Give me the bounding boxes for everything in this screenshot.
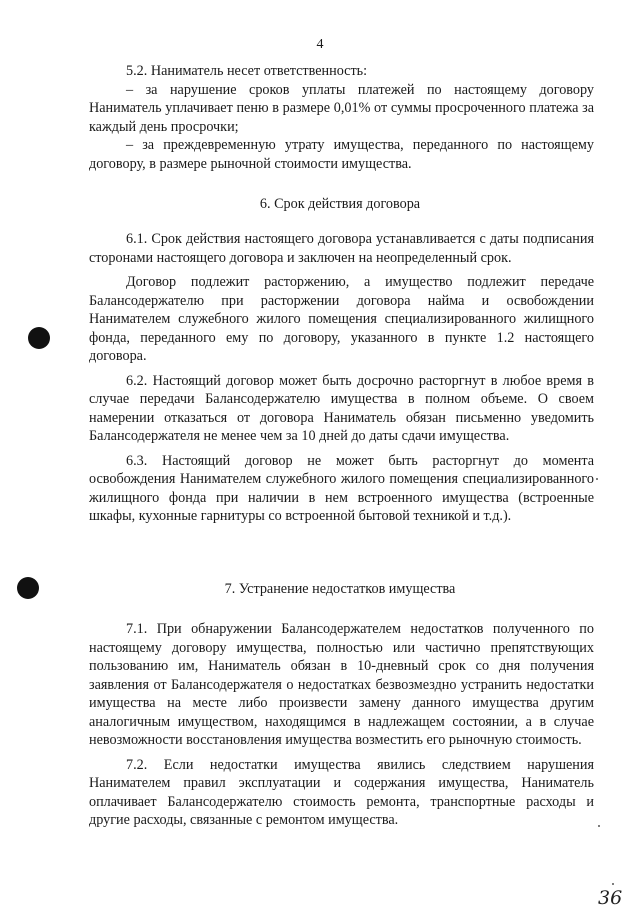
paragraph: 6.1. Срок действия настоящего договора устанавливается с даты подписания сторонами настоящего договора и заключен на неопределенный срок. xyxy=(89,231,594,266)
scan-speck xyxy=(596,478,598,480)
scan-speck xyxy=(598,825,600,827)
punch-hole xyxy=(17,577,39,599)
paragraph: 6.2. Настоящий договор может быть досрочно расторгнут в любое время в случае передачи Балансодержателю имущества в полном объеме. О своем намерении отказаться от договора Наниматель обязан письменно уведомить Балансодержателя не менее чем за 10 дней до даты сдачи имущества. xyxy=(89,372,594,444)
punch-hole xyxy=(28,327,50,349)
paragraph: – за нарушение сроков уплаты платежей по настоящему договору Наниматель уплачивает пеню в размере 0,01% от суммы просроченного платежа за каждый день просрочки; xyxy=(89,81,594,135)
paragraph: Договор подлежит расторжению, а имущество подлежит передаче Балансодержателю при расторжении договора найма и освобождении Нанимателем служебного жилого помещения специализированного жилищного фонда, переданного ему по договору, указанного в пункте 1.2 настоящего договора. xyxy=(89,274,594,364)
paragraph: 7.2. Если недостатки имущества явились следствием нарушения Нанимателем правил эксплуатации и содержания имущества, Наниматель оплачивает Балансодержателю стоимость ремонта, транспортные расходы и другие расходы, связанные с ремонтом имущества. xyxy=(89,756,594,828)
paragraph: 7.1. При обнаружении Балансодержателем недостатков полученного по настоящему договору имущества, полностью или частично препятствующих пользованию им, Наниматель обязан в 10-дневный срок со дня получения заявления от Балансодержателя о недостатках безвозмездно устранить недостатки имущества на месте либо произвести замену данного имущества другим аналогичным имуществом, находящимся в надлежащем состоянии, а в случае невозможности восстановления имущества возместить его рыночную стоимость. xyxy=(89,621,594,748)
paragraph: 5.2. Наниматель несет ответственность: xyxy=(126,63,368,79)
section-6-body xyxy=(89,230,594,526)
page-number: 4 xyxy=(316,37,324,52)
section-7-body xyxy=(89,620,594,830)
scan-speck xyxy=(612,883,614,885)
paragraph: – за преждевременную утрату имущества, переданного по настоящему договору, в размере рыночной стоимости имущества. xyxy=(89,137,594,172)
section-6-heading: 6. Срок действия договора xyxy=(259,196,421,212)
section-5-2 xyxy=(89,62,594,173)
section-7-heading: 7. Устранение недостатков имущества xyxy=(224,581,456,597)
handwritten-page-number: 36 xyxy=(598,887,623,909)
paragraph: 6.3. Настоящий договор не может быть расторгнут до момента освобождения Нанимателем служебного жилого помещения специализированного жилищного фонда при наличии в нем встроенного имущества (встроенные шкафы, кухонные гарнитуры со встроенной бытовой техникой и т.д.). xyxy=(89,452,594,524)
